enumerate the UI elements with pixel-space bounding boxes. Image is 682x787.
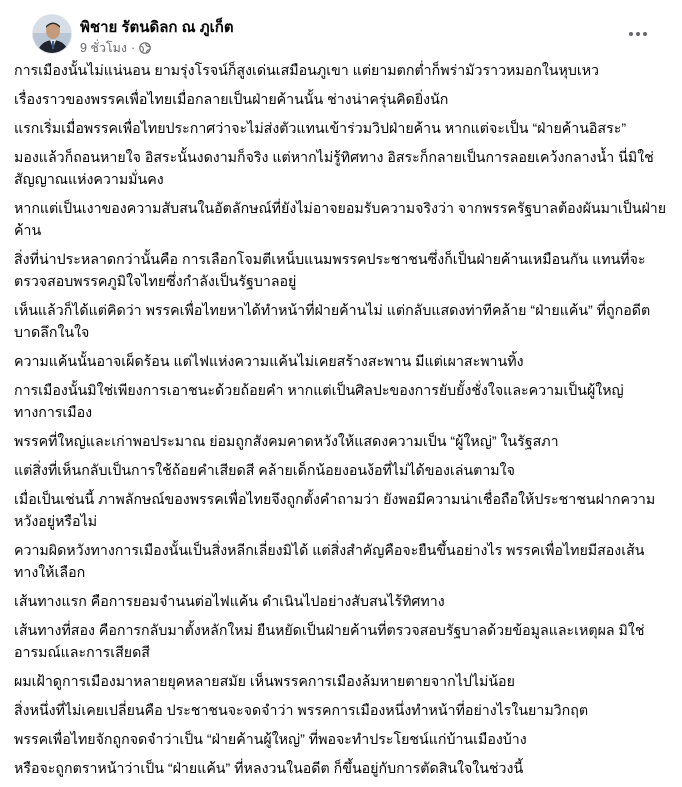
author-name[interactable]: พิชาย รัตนดิลก ณ ภูเก็ต xyxy=(80,19,234,36)
post-paragraph: ผมเฝ้าดูการเมืองมาหลายยุคหลายสมัย เห็นพรรคการเมืองล้มหายตายจากไปไม่น้อย xyxy=(14,674,515,690)
post-paragraph: พรรคที่ใหญ่และเก่าพอประมาณ ย่อมถูกสังคมคาดหวังให้แสดงความเป็น “ผู้ใหญ่” ในรัฐสภา xyxy=(14,434,559,450)
post-paragraph: เมื่อเป็นเช่นนี้ ภาพลักษณ์ของพรรคเพื่อไทยจึงถูกตั้งคำถามว่า ยังพอมีความน่าเชื่อถือให้ประชาชนฝากความหวังอยู่หรือไม่ xyxy=(14,492,656,530)
post-meta xyxy=(80,38,151,58)
meta-separator: · xyxy=(131,41,136,55)
post-paragraph: การเมืองนั้นมิใช่เพียงการเอาชนะด้วยถ้อยคำ หากแต่เป็นศิลปะของการยับยั้งชั่งใจและความเป็นผู้ใหญ่ทางการเมือง xyxy=(14,383,624,421)
post-paragraph: พรรคเพื่อไทยจักถูกจดจำว่าเป็น “ฝ่ายค้านผู้ใหญ่” ที่พอจะทำประโยชน์แก่บ้านเมืองบ้าง xyxy=(14,732,527,748)
globe-icon[interactable] xyxy=(139,42,151,54)
post-paragraph: เส้นทางแรก คือการยอมจำนนต่อไฟแค้น ดำเนินไปอย่างสับสนไร้ทิศทาง xyxy=(14,594,445,610)
post-paragraph: หรือจะถูกตราหน้าว่าเป็น “ฝ่ายแค้น” ที่หลงวนในอดีต ก็ขึ้นอยู่กับการตัดสินใจในช่วงนี้ xyxy=(14,761,524,777)
post-paragraph: ความผิดหวังทางการเมืองนั้นเป็นสิ่งหลีกเลี่ยงมิได้ แต่สิ่งสำคัญคือจะยืนขึ้นอย่างไร พรรคเพื่อไทยมีสองเส้นทางให้เลือก xyxy=(14,543,645,581)
more-options-button[interactable] xyxy=(622,20,654,48)
post-body xyxy=(14,60,668,787)
post-timestamp[interactable]: 9 ชั่วโมง xyxy=(80,41,127,55)
post-paragraph: เรื่องราวของพรรคเพื่อไทยเมื่อกลายเป็นฝ่ายค้านนั้น ช่างน่าครุ่นคิดยิ่งนัก xyxy=(14,92,449,108)
post-header xyxy=(16,0,666,66)
post-paragraph: แต่สิ่งที่เห็นกลับเป็นการใช้ถ้อยคำเสียดสี คล้ายเด็กน้อยงอนง้อที่ไม่ได้ของเล่นตามใจ xyxy=(14,463,515,479)
post-paragraph: แรกเริ่มเมื่อพรรคเพื่อไทยประกาศว่าจะไม่ส่งตัวแทนเข้าร่วมวิปฝ่ายค้าน หากแต่จะเป็น “ฝ่ายค้านอิสระ” xyxy=(14,121,627,137)
post-paragraph: ความแค้นนั้นอาจเผ็ดร้อน แต่ไฟแห่งความแค้นไม่เคยสร้างสะพาน มีแต่เผาสะพานทิ้ง xyxy=(14,354,524,370)
avatar-portrait-icon xyxy=(33,15,72,54)
post-paragraph: เห็นแล้วก็ได้แต่คิดว่า พรรคเพื่อไทยหาได้ทำหน้าที่ฝ่ายค้านไม่ แต่กลับแสดงท่าทีคล้าย “ฝ่ายแค้น” ที่ถูกอดีตบาดลึกในใจ xyxy=(14,303,651,341)
post-paragraph: การเมืองนั้นไม่แน่นอน ยามรุ่งโรจน์ก็สูงเด่นเสมือนภูเขา แต่ยามตกต่ำก็พร่ามัวราวหมอกในหุบเหว xyxy=(14,63,600,79)
more-options-icon xyxy=(629,32,647,36)
post-paragraph: มองแล้วก็ถอนหายใจ อิสระนั้นงดงามก็จริง แต่หากไม่รู้ทิศทาง อิสระก็กลายเป็นการลอยเคว้งกลางน้ำ นี่มิใช่สัญญาณแห่งความมั่นคง xyxy=(14,150,654,188)
post-paragraph: เส้นทางที่สอง คือการกลับมาตั้งหลักใหม่ ยืนหยัดเป็นฝ่ายค้านที่ตรวจสอบรัฐบาลด้วยข้อมูลและเหตุผล มิใช่อารมณ์และการเสียดสี xyxy=(14,623,645,661)
post-paragraph: สิ่งที่น่าประหลาดกว่านั้นคือ การเลือกโจมตีเหน็บแนมพรรคประชาชนซึ่งก็เป็นฝ่ายค้านเหมือนกัน แทนที่จะตรวจสอบพรรคภูมิใจไทยซึ่งกำลังเป็นรัฐบาลอยู่ xyxy=(14,252,646,290)
post-paragraph: หากแต่เป็นเงาของความสับสนในอัตลักษณ์ที่ยังไม่อาจยอมรับความจริงว่า จากพรรครัฐบาลต้องผันมาเป็นฝ่ายค้าน xyxy=(14,201,667,239)
author-avatar[interactable] xyxy=(32,14,72,54)
post-paragraph: สิ่งหนึ่งที่ไม่เคยเปลี่ยนคือ ประชาชนจะจดจำว่า พรรคการเมืองหนึ่งทำหน้าที่อย่างไรในยามวิกฤต xyxy=(14,703,589,719)
